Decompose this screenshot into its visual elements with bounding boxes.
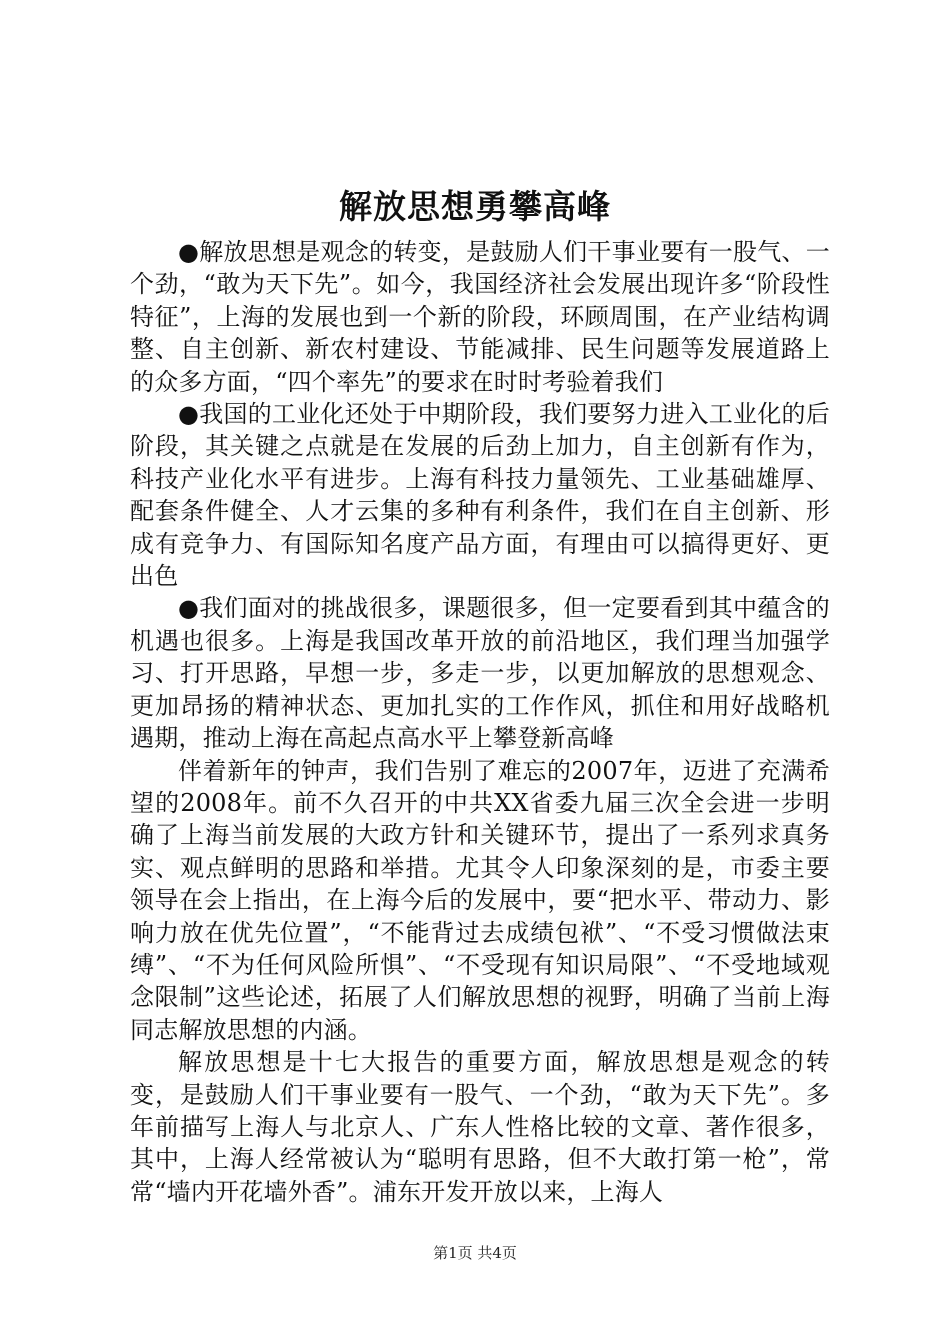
document-body <box>130 236 830 1208</box>
paragraph-1: ●解放思想是观念的转变，是鼓励人们干事业要有一股气、一个劲，“敢为天下先”。如今，我国经济社会发展出现许多“阶段性特征”，上海的发展也到一个新的阶段，环顾周围，在产业结构调整、自主创新、新农村建设、节能减排、民生问题等发展道路上的众多方面，“四个率先”的要求在时时考验着我们 <box>130 238 830 396</box>
paragraph-4: 伴着新年的钟声，我们告别了难忘的2007年，迈进了充满希望的2008年。前不久召开的中共XX省委九届三次全会进一步明确了上海当前发展的大政方针和关键环节，提出了一系列求真务实、观点鲜明的思路和举措。尤其令人印象深刻的是，市委主要领导在会上指出，在上海今后的发展中，要“把水平、带动力、影响力放在优先位置”，“不能背过去成绩包袱”、“不受习惯做法束缚”、“不为任何风险所惧”、“不受现有知识局限”、“不受地域观念限制”这些论述，拓展了人们解放思想的视野，明确了当前上海同志解放思想的内涵。 <box>130 756 830 1044</box>
paragraph-5: 解放思想是十七大报告的重要方面，解放思想是观念的转变，是鼓励人们干事业要有一股气、一个劲，“敢为天下先”。多年前描写上海人与北京人、广东人性格比较的文章、著作很多，其中，上海人经常被认为“聪明有思路，但不大敢打第一枪”，常常“墙内开花墙外香”。浦东开发开放以来，上海人 <box>130 1048 830 1206</box>
paragraph-2: ●我国的工业化还处于中期阶段，我们要努力进入工业化的后阶段，其关键之点就是在发展的后劲上加力，自主创新有作为，科技产业化水平有进步。上海有科技力量领先、工业基础雄厚、配套条件健全、人才云集的多种有利条件，我们在自主创新、形成有竞争力、有国际知名度产品方面，有理由可以搞得更好、更出色 <box>130 400 830 591</box>
page-number-footer: 第1页 共4页 <box>433 1244 517 1262</box>
paragraph-3: ●我们面对的挑战很多，课题很多，但一定要看到其中蕴含的机遇也很多。上海是我国改革开放的前沿地区，我们理当加强学习、打开思路，早想一步，多走一步，以更加解放的思想观念、更加昂扬的精神状态、更加扎实的工作作风，抓住和用好战略机遇期，推动上海在高起点高水平上攀登新高峰 <box>130 594 830 753</box>
document-title: 解放思想勇攀高峰 <box>339 187 611 226</box>
